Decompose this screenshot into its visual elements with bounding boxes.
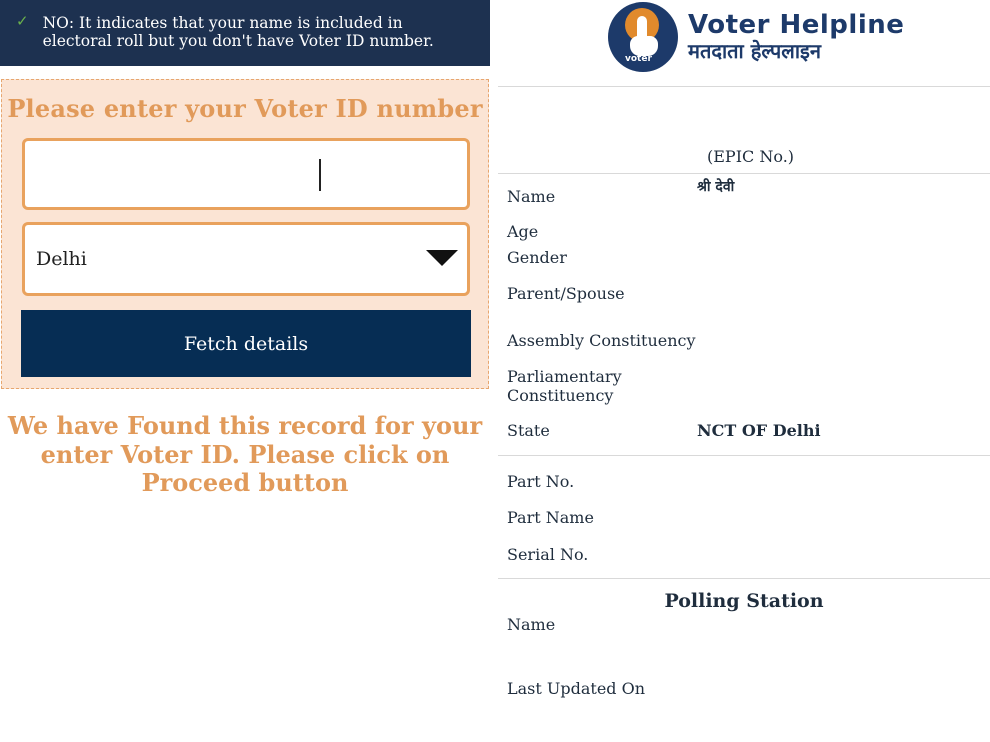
parliamentary-constituency-label-line2: Constituency [507,386,614,405]
serial-no-label: Serial No. [507,545,589,564]
state-label: State [507,421,550,440]
info-note-bar [0,0,490,66]
parent-spouse-label: Parent/Spouse [507,284,625,303]
parliamentary-constituency-label-line1: Parliamentary [507,367,622,386]
state-value: NCT OF Delhi [697,421,821,440]
voter-id-form [1,79,489,389]
name-value: श्री देवी [697,179,735,195]
state-select[interactable] [22,222,470,296]
last-updated-label: Last Updated On [507,679,646,698]
info-note-text: NO: It indicates that your name is included in electoral roll but you don't have Voter ID number. [42,14,434,50]
part-name-label: Part Name [507,508,594,527]
assembly-constituency-label: Assembly Constituency [507,331,696,350]
divider [498,455,990,456]
fetch-details-button[interactable]: Fetch details [21,310,471,377]
record-found-message: We have Found this record for your enter Voter ID. Please click on Proceed button [7,411,483,497]
logo-subtitle: मतदाता हेल्पलाइन [688,39,821,63]
part-no-label: Part No. [507,472,575,491]
logo-badge-text: voter [625,54,652,64]
logo-title: Voter Helpline [688,10,905,40]
right-panel [498,0,990,742]
state-select-value: Delhi [36,248,87,270]
form-title: Please enter your Voter ID number [7,94,483,123]
age-label: Age [507,222,539,241]
voter-helpline-logo [608,2,904,72]
polling-station-heading: Polling Station [664,590,824,612]
left-panel [0,0,490,742]
voter-id-input[interactable] [22,138,470,210]
text-cursor [319,159,321,191]
logo-emblem-icon [608,2,678,72]
divider [498,86,990,87]
polling-station-name-label: Name [507,615,556,634]
divider [498,173,990,174]
name-label: Name [507,187,556,206]
gender-label: Gender [507,248,567,267]
dropdown-arrow-icon[interactable] [426,250,458,266]
check-icon: ✓ [16,12,29,30]
divider [498,578,990,579]
epic-label: (EPIC No.) [707,147,795,166]
